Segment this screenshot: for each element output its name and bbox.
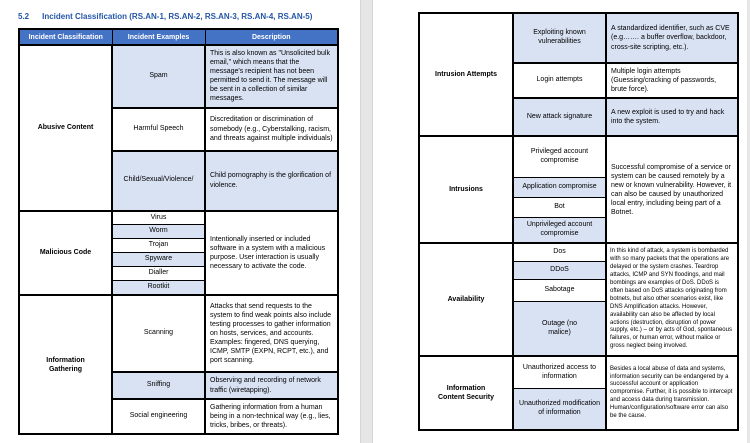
example-cell: Harmful Speech bbox=[112, 108, 205, 151]
column-header-incident-classification: Incident Classification bbox=[19, 29, 112, 45]
category-cell: Intrusion Attempts bbox=[419, 13, 513, 136]
example-cell: Spam bbox=[112, 45, 205, 108]
example-cell: DDoS bbox=[513, 261, 606, 279]
example-cell: Unauthorized access to information bbox=[513, 356, 606, 388]
section-title: Incident Classification (RS.AN-1, RS.AN-2, RS.AN-3, RS.AN-4, RS.AN-5) bbox=[42, 12, 313, 21]
category-cell: Abusive Content bbox=[19, 45, 112, 211]
example-cell: Social engineering bbox=[112, 399, 205, 434]
example-cell: Sniffing bbox=[112, 372, 205, 399]
example-cell: Application compromise bbox=[513, 177, 606, 197]
example-cell: Child/Sexual/Violence/ bbox=[112, 151, 205, 211]
example-cell: Sabotage bbox=[513, 279, 606, 301]
description-cell: Attacks that send requests to the system to find weak points also include testing processes to gather information on hosts, services, and accounts. Examples: fingered, DNS querying, ICMP, SMTP (EXPN, RCPT, etc.), and port scanning. bbox=[205, 295, 338, 372]
incident-classification-table-page1 bbox=[18, 28, 339, 435]
example-cell: Bot bbox=[513, 197, 606, 217]
example-cell: Spyware bbox=[112, 253, 205, 267]
description-cell: In this kind of attack, a system is bombarded with so many packets that the operations are delayed or the system crashes. Teardrop attacks, ICMP and SYN floodings, and mail bombings are examples of DoS. DDoS is often based on DoS attacks originating from botnets, but also other scenarios exist, like DNS Amplification attacks. However, availability can also be affected by local actions (destruction, disruption of power supply, etc.) – or by acts of God, spontaneous failures, or human error, without malice or gross neglect being involved. bbox=[606, 243, 738, 356]
incident-classification-table-page2 bbox=[418, 12, 739, 431]
category-cell: Intrusions bbox=[419, 136, 513, 243]
description-cell: Discreditation or discrimination of somebody (e.g., Cyberstalking, racism, and threats against multiple individuals) bbox=[205, 108, 338, 151]
description-cell: Multiple login attempts (Guessing/cracking of passwords, brute force). bbox=[606, 63, 738, 98]
example-cell: Dos bbox=[513, 243, 606, 261]
example-cell: Privileged account compromise bbox=[513, 136, 606, 177]
description-cell: This is also known as "Unsolicited bulk email," which means that the message's recipient has not been permitted to send it. The message will be sent in a collection of similar messages. bbox=[205, 45, 338, 108]
example-cell: Unprivileged account compromise bbox=[513, 217, 606, 243]
example-cell: Outage (no malice) bbox=[513, 301, 606, 356]
table-row bbox=[419, 243, 738, 261]
example-cell: Rootkit bbox=[112, 281, 205, 295]
description-cell: Intentionally inserted or included software in a system with a malicious purpose. User interaction is usually necessary to activate the code. bbox=[205, 211, 338, 296]
column-header-incident-examples: Incident Examples bbox=[112, 29, 205, 45]
page-separator bbox=[360, 0, 373, 443]
document-page-right bbox=[373, 0, 747, 443]
description-cell: Observing and recording of network traffic (wiretapping). bbox=[205, 372, 338, 399]
example-cell: Virus bbox=[112, 211, 205, 225]
table-header-row bbox=[19, 29, 338, 45]
example-cell: Dialler bbox=[112, 267, 205, 281]
example-cell: Trojan bbox=[112, 239, 205, 253]
section-number: 5.2 bbox=[18, 12, 30, 21]
column-header-description: Description bbox=[205, 29, 338, 45]
document-page-left bbox=[0, 0, 360, 443]
example-cell: Worm bbox=[112, 225, 205, 239]
table-row bbox=[19, 45, 338, 108]
category-cell: Information Content Security bbox=[419, 356, 513, 430]
example-cell: New attack signature bbox=[513, 98, 606, 136]
table-row bbox=[19, 295, 338, 372]
example-cell: Scanning bbox=[112, 295, 205, 372]
description-cell: A new exploit is used to try and hack into the system. bbox=[606, 98, 738, 136]
example-cell: Unauthorized modification of information bbox=[513, 388, 606, 430]
table-row bbox=[419, 13, 738, 63]
table-row bbox=[19, 211, 338, 225]
example-cell: Exploiting known vulnerabilities bbox=[513, 13, 606, 63]
table-row bbox=[419, 356, 738, 388]
table-row bbox=[419, 136, 738, 177]
description-cell: Child pornography is the glorification of violence. bbox=[205, 151, 338, 211]
section-heading bbox=[18, 12, 360, 21]
category-cell: Availability bbox=[419, 243, 513, 356]
description-cell: A standardized identifier, such as CVE (e.g……. a buffer overflow, backdoor, cross-site scripting, etc.). bbox=[606, 13, 738, 63]
category-cell: Malicious Code bbox=[19, 211, 112, 296]
example-cell: Login attempts bbox=[513, 63, 606, 98]
category-cell: Information Gathering bbox=[19, 295, 112, 434]
description-cell: Besides a local abuse of data and systems, information security can be endangered by a successful account or application compromise. Further, it is possible to intercept and access data during transmission. Human/configuration/software error can also be the cause. bbox=[606, 356, 738, 430]
description-cell: Gathering information from a human being in a non-technical way (e.g., lies, tricks, bribes, or threats). bbox=[205, 399, 338, 434]
description-cell: Successful compromise of a service or system can be caused remotely by a new or known vulnerability. However, it can also be caused by unauthorized local entry, including being part of a Botnet. bbox=[606, 136, 738, 243]
